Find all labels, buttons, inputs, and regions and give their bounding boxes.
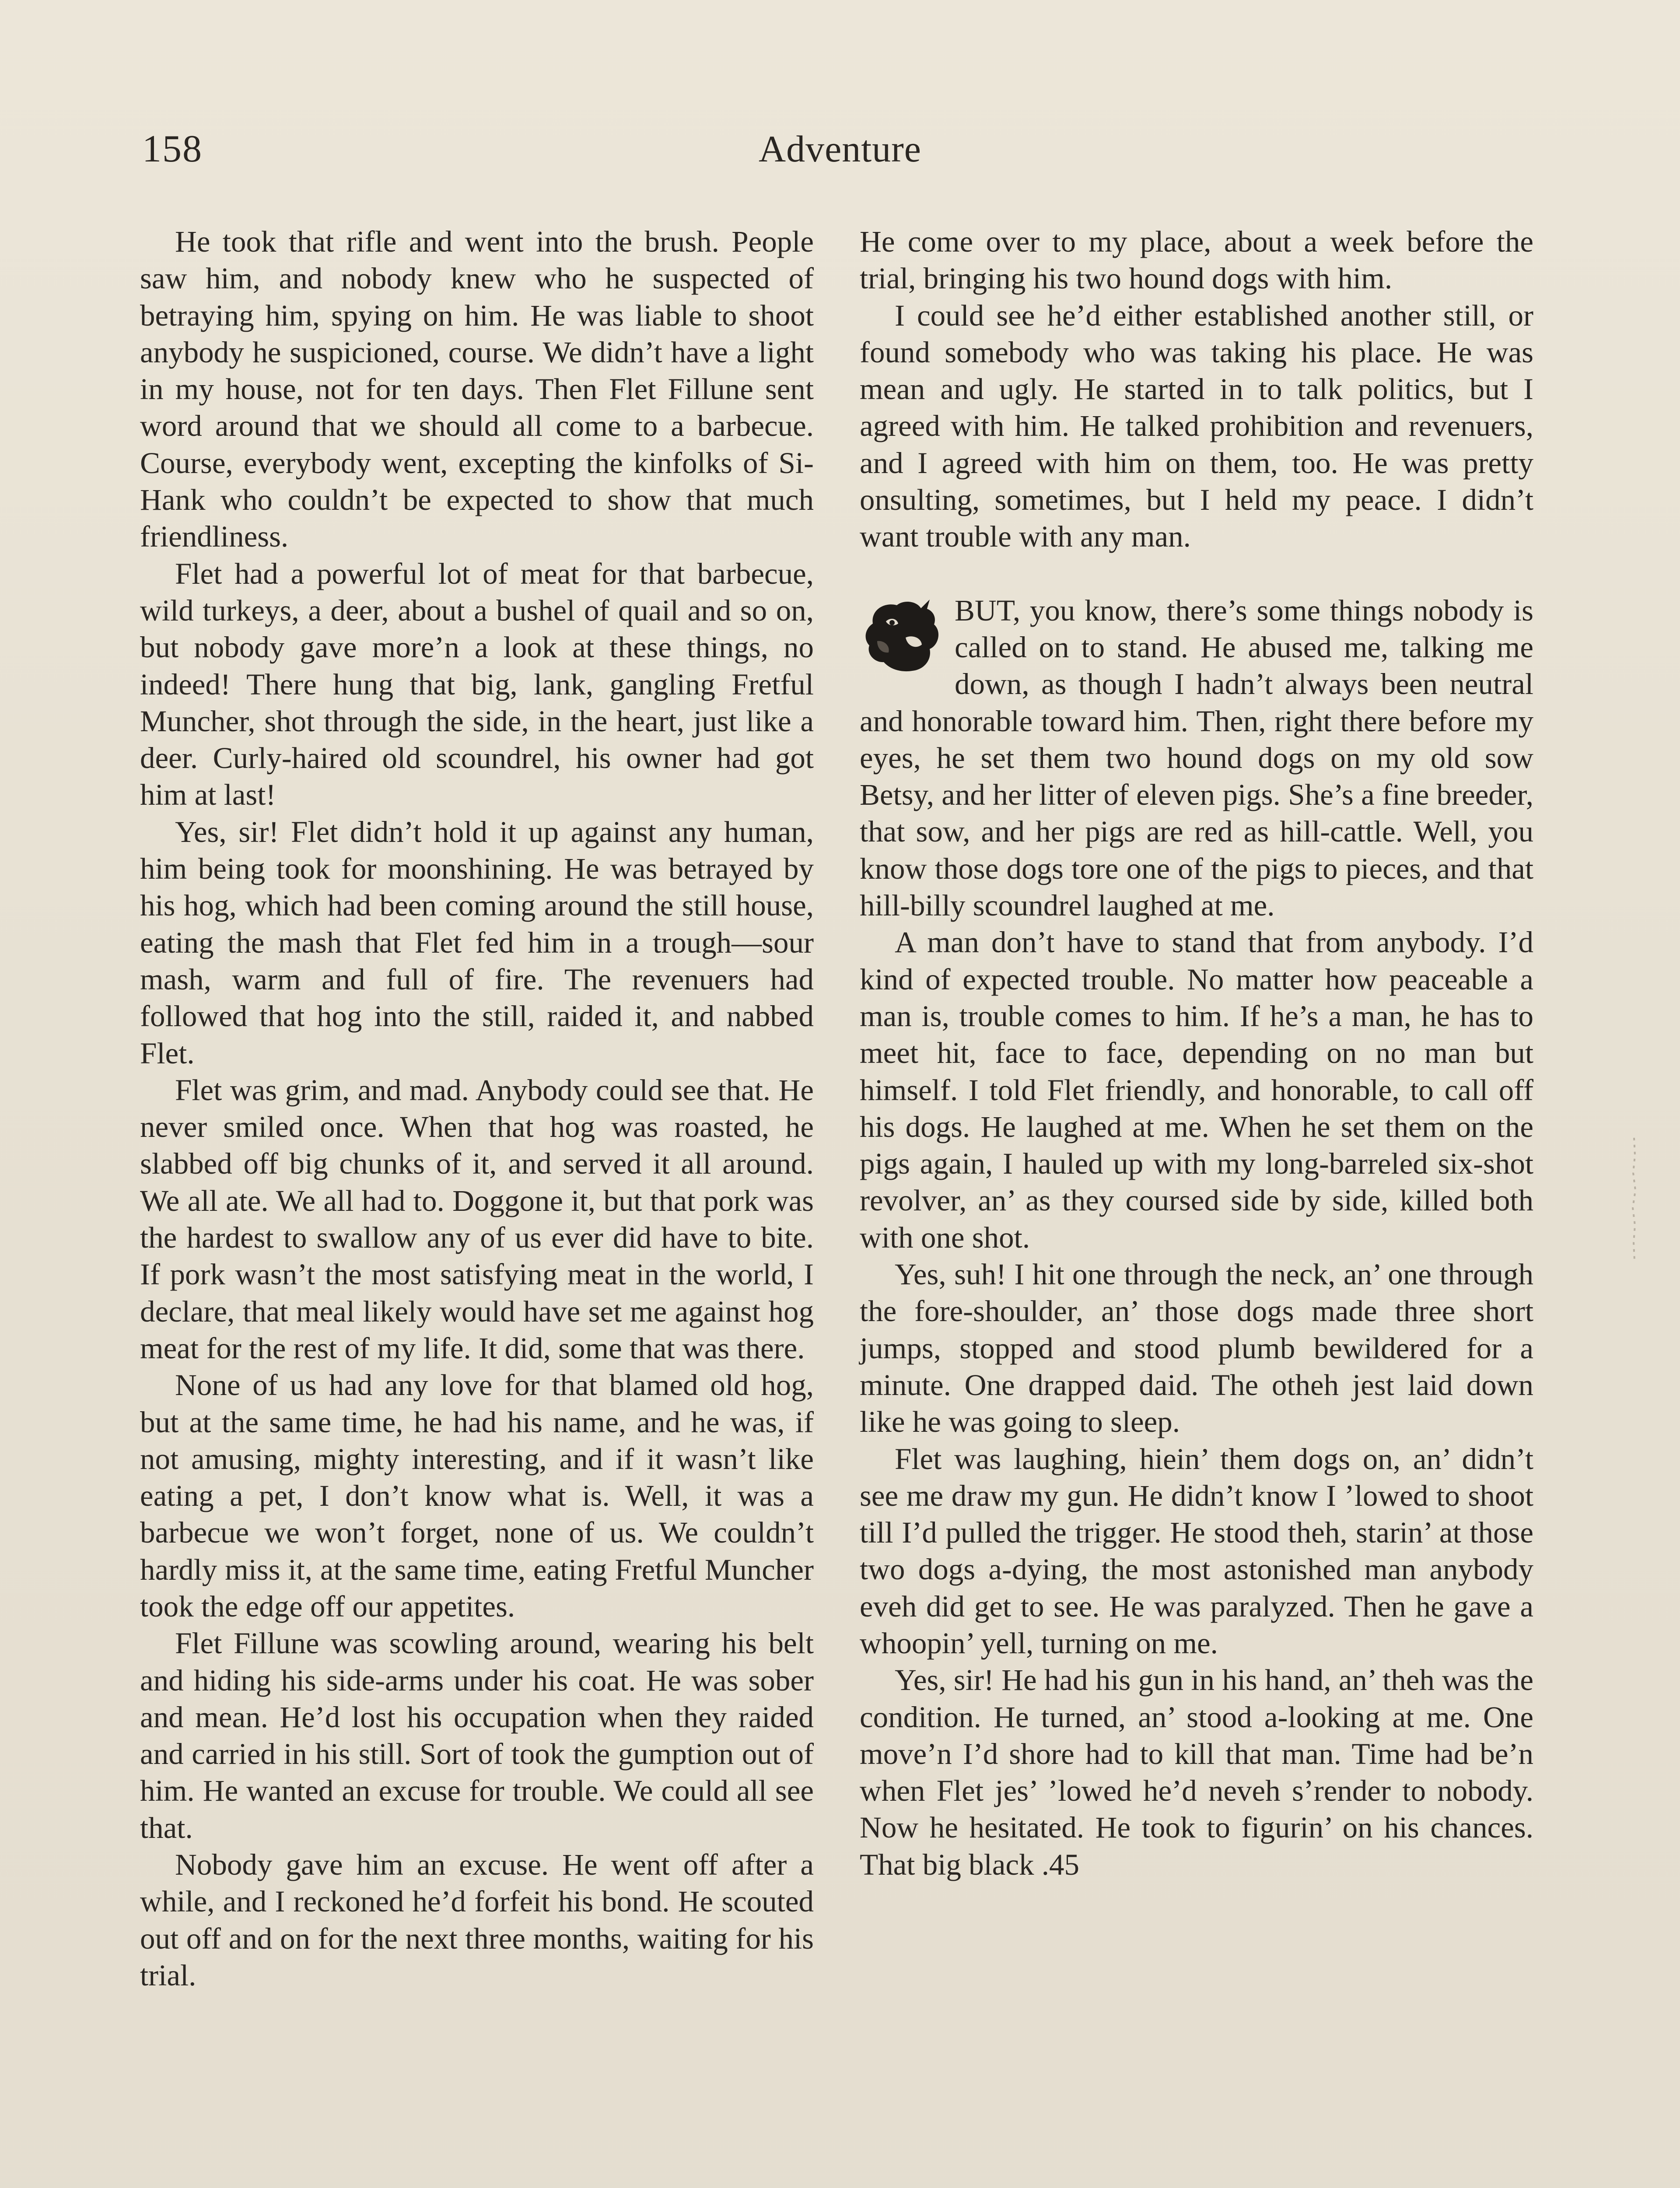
- paragraph: BUT, you know, there’s some things nobody is called on to stand. He abused me, talking me down, as though I hadn’t always been neutral and honorable toward him. Then, right there before my eyes, he set them two hound dogs on my old sow Betsy, and her litter of eleven pigs. She’s a fine breeder, that sow, and her pigs are red as hill-cattle. Well, you know those dogs tore one of the pigs to pieces, and that hill-billy scoundrel laughed at me.: [860, 593, 1533, 922]
- paragraph: Yes, sir! Flet didn’t hold it up against any human, him being took for moonshining. He was betrayed by his hog, which had been coming around the still house, eating the mash that Flet fed him in a trough—sour mash, warm and full of fire. The revenuers had followed that hog into the still, raided it, and nabbed Flet.: [140, 815, 814, 1070]
- section-break: [860, 555, 1533, 592]
- paragraph: A man don’t have to stand that from anybody. I’d kind of expected trouble. No matter how peaceable a man is, trouble comes to him. If he’s a man, he has to meet hit, face to face, depending on no man but himself. I told Flet friendly, and honorable, to call off his dogs. He laughed at me. When he set them on the pigs again, I hauled up with my long-barreled six-shot revolver, an’ as they coursed side by side, killed both with one shot.: [860, 926, 1533, 1254]
- paragraph: None of us had any love for that blamed old hog, but at the same time, he had his name, and he was, if not amusing, mighty interesting, and if it wasn’t like eating a pet, I don’t know what is. Well, it was a barbecue we won’t forget, none of us. We couldn’t hardly miss it, at the same time, eating Fretful Muncher took the edge off our appetites.: [140, 1368, 814, 1623]
- paragraph: Flet was laughing, hiein’ them dogs on, an’ didn’t see me draw my gun. He didn’t know I ’lowed to shoot till I’d pulled the trigger. He stood theh, starin’ at those two dogs a-dying, the most astonished man anybody eveh did get to see. He was paralyzed. Then he gave a whoopin’ yell, turning on me.: [860, 1442, 1533, 1660]
- running-title: Adventure: [759, 128, 921, 170]
- paragraph: He took that rifle and went into the brush. People saw him, and nobody knew who he suspected of betraying him, spying on him. He was liable to shoot anybody he suspicioned, course. We didn’t have a light in my house, not for ten days. Then Flet Fillune sent word around that we should all come to a barbecue. Course, everybody went, excepting the kinfolks of Si-Hank who couldn’t be expected to show that much friendliness.: [140, 225, 814, 554]
- dropcap-dog-head-ornament: [860, 597, 945, 674]
- paragraph: Yes, suh! I hit one through the neck, an’ one through the fore-shoulder, an’ those dogs made three short jumps, stopped and stood plumb bewildered for a minute. One drapped daid. The otheh jest laid down like he was going to sleep.: [860, 1258, 1533, 1439]
- left-column: [140, 223, 814, 1994]
- paragraph: Flet was grim, and mad. Anybody could see that. He never smiled once. When that hog was roasted, he slabbed off big chunks of it, and served it all around. We all ate. We all had to. Doggone it, but that pork was the hardest to swallow any of us ever did have to bite. If pork wasn’t the most satisfying meat in the world, I declare, that meal likely would have set me against hog meat for the rest of my life. It did, some that was there.: [140, 1073, 814, 1365]
- paragraph: I could see he’d either established another still, or found somebody who was taking his place. He was mean and ugly. He started in to talk politics, but I agreed with him. He talked prohibition and revenuers, and I agreed with him on them, too. He was pretty onsulting, sometimes, but I held my peace. I didn’t want trouble with any man.: [860, 298, 1533, 554]
- paragraph: Flet had a powerful lot of meat for that barbecue, wild turkeys, a deer, about a bushel of quail and so on, but nobody gave more’n a look at these things, no indeed! There hung that big, lank, gangling Fretful Muncher, shot through the side, in the heart, just like a deer. Curly-haired old scoundrel, his owner had got him at last!: [140, 557, 814, 812]
- paragraph: Flet Fillune was scowling around, wearing his belt and hiding his side-arms under his coat. He was sober and mean. He’d lost his occupation when they raided and carried in his still. Sort of took the gumption out of him. He wanted an excuse for trouble. We could all see that.: [140, 1627, 814, 1844]
- page-number: 158: [142, 128, 203, 170]
- margin-smudge: [1625, 1138, 1643, 1260]
- paragraph: Yes, sir! He had his gun in his hand, an’ theh was the condition. He turned, an’ stood a-looking at me. One move’n I’d shore had to kill that man. Time had be’n when Flet jes’ ’lowed he’d neveh s’render to nobody. Now he hesitated. He took to figurin’ on his chances. That big black .45: [860, 1663, 1533, 1881]
- right-column: [860, 223, 1533, 1883]
- page-header: [142, 127, 1538, 184]
- paragraph: Nobody gave him an excuse. He went off after a while, and I reckoned he’d forfeit his bond. He scouted out off and on for the next three months, waiting for his trial.: [140, 1848, 814, 1992]
- paragraph: He come over to my place, about a week before the trial, bringing his two hound dogs with him.: [860, 225, 1533, 295]
